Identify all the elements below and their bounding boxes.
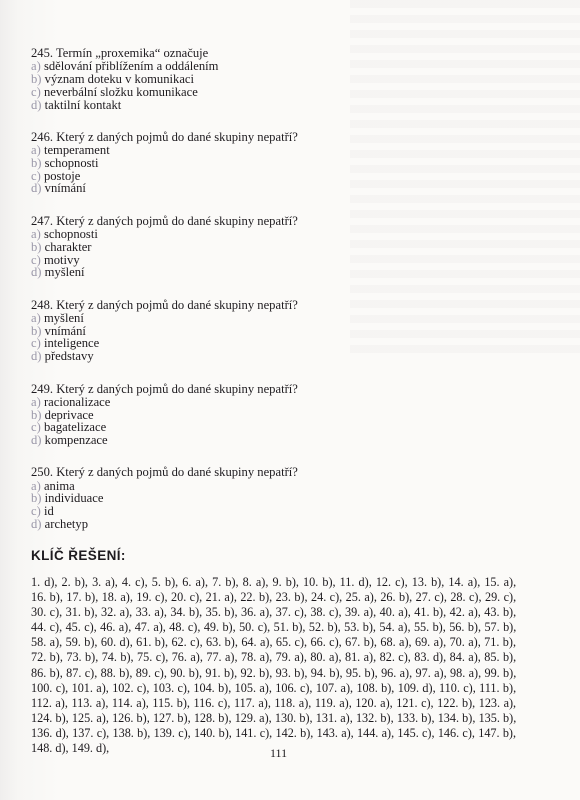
answer-key-entry: 112. a) (31, 695, 65, 710)
answer-option (31, 99, 431, 112)
option-list (31, 312, 431, 363)
answer-option (31, 312, 431, 325)
answer-key-entry: 36. a) (241, 605, 270, 620)
answer-key-entry: 41. b) (414, 605, 444, 620)
option-letter: b) (31, 239, 42, 254)
answer-key-entry: 9. b) (272, 575, 296, 589)
answer-key-entry: 21. a) (205, 590, 234, 605)
answer-key-entry: 17. b) (66, 590, 96, 605)
option-text: schopnosti (43, 226, 98, 241)
answer-key-entry: 29. c) (484, 590, 514, 605)
answer-key-entry: 5. b) (151, 575, 176, 589)
option-text: bagatelizace (43, 420, 107, 435)
answer-key-entry: 80. a) (310, 650, 339, 665)
answer-key-entry: 143. a) (316, 725, 351, 740)
option-text: individuace (44, 491, 104, 506)
answer-key-entry: 31. b) (65, 605, 95, 620)
answer-option (31, 505, 431, 518)
answer-key-entry: 147. b) (478, 725, 513, 740)
answer-key-entry: 48. c) (169, 620, 198, 635)
answer-option (31, 170, 431, 183)
question-stem: 248. Který z daných pojmů do dané skupiny nepatří? (31, 297, 298, 312)
answer-key-entry: 24. c) (311, 590, 340, 605)
answer-key-entry: 113. a) (71, 695, 106, 710)
answer-key-entry: 7. b) (212, 575, 236, 589)
answer-key-entry: 149. d) (71, 741, 107, 756)
answer-key-entry: 124. b) (31, 710, 66, 725)
answer-key-entry: 60. d) (100, 635, 130, 650)
answer-key-entry: 89. c) (135, 665, 164, 680)
answer-key-entry: 66. c) (310, 635, 339, 650)
answer-key-entry: 111. b) (479, 680, 514, 695)
answer-key-entry: 18. a) (101, 590, 130, 605)
answer-key-entry: 16. b) (31, 590, 60, 605)
answer-key-entry: 65. c) (275, 635, 305, 650)
answer-key-entry: 90. b) (170, 665, 199, 680)
option-text: představy (44, 349, 94, 364)
answer-key-body: 1. d), 2. b), 3. a), 4. c), 5. b), 6. a), 7. b), 8. a), 9. b), 10. b), 11. d), 12. c), 13. b), 14. a), 15. a), 16. b), 17. b), 18. a), 19. c), 20. c), 21. a), 22. b), 23. b), 24. c), 25. a), 26. b), 27. c), 28. c), 29. c), 30. c), 31. b), 32. a), 33. a), 34. b), 35. b), 36. a), 37. c), 38. c), 39. a), 40. a), 41. b), 42. a), 43. b), 44. c), 45. c), 46. a), 47. a), 48. c), 49. b), 50. c), 51. b), 52. b), 53. b), 54. a), 55. b), 56. b), 57. b), 58. a), 59. b), 60. d), 61. b), 62. c), 63. b), 64. a), 65. c), 66. c), 67. b), 68. a), 69. a), 70. a), 71. b), 72. b), 73. b), 74. b), 75. c), 76. a), 77. a), 78. a), 79. a), 80. a), 81. a), 82. c), 83. d), 84. a), 85. b), 86. b), 87. c), 88. b), 89. c), 90. b), 91. b), 92. b), 93. b), 94. b), 95. b), 96. a), 97. a), 98. a), 99. b), 100. c), 101. a), 102. c), 103. c), 104. b), 105. a), 106. c), 107. a), 108. b), 109. d), 110. c), 111. b), 112. a), 113. a), 114. a), 115. b), 116. c), 117. a), 118. a), 119. a), 120. a), 121. c), 122. b), 123. a), 124. b), 125. a), 126. b), 127. b), 128. b), 129. a), 130. b), 131. a), 132. b), 133. b), 134. b), 135. b), 136. d), 137. c), 138. b), 139. c), 140. b), 141. c), 142. b), 143. a), 144. a), 145. c), 146. c), 147. b), 148. d), 149. d), (31, 575, 517, 756)
option-letter: c) (31, 168, 41, 183)
answer-key-entry: 97. a) (415, 665, 444, 680)
answer-key-entry: 69. a) (414, 635, 444, 650)
option-letter: d) (31, 349, 42, 364)
answer-key-entry: 64. a) (241, 635, 270, 650)
answer-key-entry: 32. a) (101, 605, 130, 620)
answer-key-entry: 83. d) (414, 650, 444, 665)
answer-key-entry: 40. a) (379, 605, 408, 620)
answer-key-entry: 82. c) (379, 650, 408, 665)
question-block (31, 130, 431, 195)
answer-key-entry: 106. c) (275, 680, 310, 695)
answer-key-entry: 59. b) (65, 635, 95, 650)
answer-key-entry: 105. a) (234, 680, 269, 695)
answer-key-entry: 116. c) (193, 695, 228, 710)
answer-option (31, 241, 431, 254)
answer-key-entry: 107. a) (315, 680, 351, 695)
answer-key-entry: 47. a) (134, 620, 163, 635)
option-letter: d) (31, 181, 42, 196)
answer-key-entry: 121. c) (396, 695, 431, 710)
answer-key-entry: 70. a) (449, 635, 478, 650)
option-text: vnímání (44, 323, 86, 338)
option-text: racionalizace (43, 394, 111, 409)
question-block (31, 465, 431, 530)
answer-key-entry: 78. a) (241, 650, 270, 665)
answer-key-entry: 85. b) (484, 650, 514, 665)
question-stem: 250. Který z daných pojmů do dané skupiny nepatří? (31, 465, 298, 480)
answer-key-entry: 120. a) (355, 695, 390, 710)
answer-key-entry: 23. b) (275, 590, 305, 605)
answer-key-entry: 132. b) (355, 710, 391, 725)
answer-key-entry: 127. b) (152, 710, 188, 725)
answer-key-entry: 102. c) (112, 680, 147, 695)
option-text: motivy (43, 252, 80, 267)
answer-key-entry: 117. a) (233, 695, 268, 710)
option-letter: a) (31, 59, 41, 74)
answer-key-entry: 108. b) (356, 680, 392, 695)
option-letter: c) (31, 252, 41, 267)
answer-key-entry: 125. a) (71, 710, 106, 725)
answer-key-entry: 104. b) (193, 680, 229, 695)
question-block (31, 382, 431, 447)
answer-key-entry: 10. b) (303, 575, 333, 589)
answer-key-entry: 3. a) (92, 575, 115, 589)
answer-key-entry: 100. c) (31, 680, 66, 695)
answer-key-entry: 55. b) (413, 620, 443, 635)
page-number: 111 (270, 746, 288, 760)
answer-key-entry: 4. c) (121, 575, 145, 589)
answer-key-entry: 131. a) (315, 710, 350, 725)
option-letter: b) (31, 407, 42, 422)
answer-key-entry: 86. b) (31, 665, 60, 680)
answer-key-entry: 27. c) (415, 590, 444, 605)
answer-key-entry: 84. a) (449, 650, 478, 665)
answer-key-entry: 44. c) (31, 620, 60, 635)
answer-key-entry: 72. b) (31, 650, 60, 665)
option-letter: d) (31, 517, 42, 532)
answer-key-entry: 11. d) (339, 575, 369, 589)
option-list (31, 480, 431, 531)
answer-key-entry: 20. c) (171, 590, 200, 605)
answer-key-entry: 103. c) (152, 680, 187, 695)
answer-option (31, 157, 431, 170)
option-text: taktilní kontakt (44, 97, 122, 112)
answer-key-entry: 140. b) (194, 725, 229, 740)
option-text: sdělování přiblížením a oddálením (43, 59, 219, 74)
option-text: deprivace (44, 407, 94, 422)
option-letter: d) (31, 265, 42, 280)
answer-key-entry: 34. b) (170, 605, 200, 620)
option-list (31, 144, 431, 195)
answer-key-entry: 128. b) (193, 710, 229, 725)
answer-key-entry: 148. d) (31, 741, 66, 756)
question-block (31, 298, 431, 363)
answer-key-entry: 54. a) (379, 620, 408, 635)
answer-key-entry: 98. a) (450, 665, 479, 680)
answer-key-entry: 26. b) (380, 590, 410, 605)
option-text: myšlení (44, 265, 85, 280)
answer-key-entry: 30. c) (31, 605, 60, 620)
answer-key-entry: 62. c) (171, 635, 200, 650)
answer-key-entry: 71. b) (484, 635, 513, 650)
answer-key-entry: 2. b) (61, 575, 85, 589)
answer-key-entry: 87. c) (66, 665, 95, 680)
answer-key-entry: 33. a) (135, 605, 164, 620)
option-list (31, 396, 431, 447)
answer-key-entry: 99. b) (484, 665, 514, 680)
answer-key-entry: 39. a) (344, 605, 374, 620)
answer-key-entry: 1. d) (31, 575, 55, 589)
option-text: myšlení (43, 310, 84, 325)
answer-option (31, 492, 431, 505)
answer-key-entry: 115. b) (152, 695, 187, 710)
option-letter: a) (31, 226, 41, 241)
answer-key-entry: 91. b) (205, 665, 235, 680)
answer-key-entry: 53. b) (344, 620, 373, 635)
option-letter: d) (31, 97, 42, 112)
answer-key-entry: 25. a) (345, 590, 374, 605)
option-text: význam doteku v komunikaci (44, 72, 194, 86)
option-text: neverbální složku komunikace (43, 84, 198, 99)
answer-key-entry: 50. c) (239, 620, 268, 635)
question-stem: 247. Který z daných pojmů do dané skupiny nepatří? (31, 213, 298, 228)
answer-option (31, 182, 431, 195)
answer-key-entry: 56. b) (449, 620, 478, 635)
answer-key-entry: 142. b) (275, 725, 311, 740)
answer-key-entry: 57. b) (484, 620, 514, 635)
option-letter: b) (31, 72, 42, 86)
answer-key-entry: 67. b) (345, 635, 374, 650)
option-letter: a) (31, 394, 41, 409)
option-letter: c) (31, 84, 41, 99)
option-letter: c) (31, 504, 41, 519)
answer-key-heading: KLÍČ ŘEŠENÍ: (31, 548, 126, 563)
answer-key-entry: 63. b) (206, 635, 235, 650)
question-block (31, 46, 431, 111)
answer-key-entry: 145. c) (397, 725, 432, 740)
answer-key-entry: 79. a) (275, 650, 304, 665)
option-text: archetyp (44, 517, 89, 532)
answer-key-entry: 42. a) (449, 605, 478, 620)
answer-key-entry: 37. c) (275, 605, 304, 620)
option-text: kompenzace (44, 433, 108, 448)
option-letter: b) (31, 323, 42, 338)
answer-key-entry: 49. b) (203, 620, 233, 635)
option-list (31, 60, 431, 111)
answer-key-entry: 134. b) (437, 710, 473, 725)
option-letter: b) (31, 491, 42, 506)
option-letter: a) (31, 478, 41, 493)
answer-key-entry: 52. b) (308, 620, 338, 635)
question-stem: 246. Který z daných pojmů do dané skupiny nepatří? (31, 129, 298, 144)
answer-key-entry: 123. a) (478, 695, 514, 710)
answer-key-entry: 8. a) (242, 575, 266, 589)
option-text: temperament (43, 143, 110, 158)
answer-key-entry: 51. b) (273, 620, 303, 635)
answer-key-entry: 13. b) (411, 575, 442, 589)
answer-key-entry: 144. a) (357, 725, 392, 740)
option-text: id (43, 504, 54, 519)
answer-key-entry: 19. c) (136, 590, 165, 605)
question-block (31, 214, 431, 279)
question-list (31, 46, 431, 549)
answer-key-entry: 35. b) (205, 605, 235, 620)
answer-key-entry: 38. c) (310, 605, 339, 620)
option-letter: a) (31, 310, 41, 325)
option-text: vnímání (44, 181, 86, 196)
question-stem: 249. Který z daných pojmů do dané skupiny nepatří? (31, 381, 298, 396)
answer-key-entry: 146. c) (437, 725, 472, 740)
answer-key-entry: 6. a) (182, 575, 205, 589)
answer-key-entry: 135. b) (478, 710, 514, 725)
answer-key-entry: 43. b) (484, 605, 514, 620)
answer-key-entry: 46. a) (100, 620, 129, 635)
answer-key-entry: 126. b) (112, 710, 147, 725)
answer-key-entry: 22. b) (240, 590, 270, 605)
answer-option (31, 518, 431, 531)
option-letter: c) (31, 336, 41, 351)
answer-key-entry: 94. b) (310, 665, 340, 680)
option-letter: b) (31, 155, 42, 170)
answer-key-entry: 81. a) (344, 650, 374, 665)
answer-key-entry: 68. a) (380, 635, 409, 650)
answer-key-entry: 61. b) (136, 635, 165, 650)
answer-key-entry: 76. a) (171, 650, 200, 665)
option-letter: a) (31, 143, 41, 158)
question-stem: 245. Termín „proxemika“ označuje (31, 46, 209, 60)
answer-key-entry: 136. d) (31, 725, 66, 740)
option-letter: c) (31, 420, 41, 435)
answer-key-entry: 12. c) (375, 575, 405, 589)
answer-key-entry: 77. a) (206, 650, 235, 665)
option-text: inteligence (43, 336, 100, 351)
answer-key-entry: 75. c) (137, 650, 166, 665)
answer-option (31, 254, 431, 267)
answer-key-entry: 88. b) (100, 665, 130, 680)
answer-key-entry: 14. a) (448, 575, 478, 589)
option-text: schopnosti (44, 155, 99, 170)
option-letter: d) (31, 433, 42, 448)
answer-key-entry: 138. b) (112, 725, 148, 740)
answer-key-entry: 73. b) (66, 650, 96, 665)
answer-key-entry: 92. b) (240, 665, 270, 680)
answer-key-entry: 15. a) (484, 575, 514, 589)
answer-key-entry: 95. b) (345, 665, 375, 680)
answer-key-entry: 122. b) (437, 695, 473, 710)
answer-option (31, 266, 431, 279)
option-text: charakter (44, 239, 92, 254)
option-text: anima (43, 478, 75, 493)
answer-key-entry: 130. b) (274, 710, 310, 725)
answer-key-entry: 114. a) (111, 695, 146, 710)
answer-key-entry: 58. a) (31, 635, 60, 650)
answer-key-entry: 110. c) (439, 680, 473, 695)
answer-key-entry: 141. c) (235, 725, 270, 740)
answer-option (31, 434, 431, 447)
option-list (31, 228, 431, 279)
answer-key-entry: 129. a) (234, 710, 269, 725)
answer-key-entry: 101. a) (71, 680, 106, 695)
answer-key-entry: 118. a) (274, 695, 309, 710)
answer-key-entry: 139. c) (153, 725, 188, 740)
answer-key-entry: 74. b) (101, 650, 131, 665)
answer-key-entry: 109. d) (397, 680, 433, 695)
answer-key-entry: 96. a) (381, 665, 410, 680)
answer-key-entry: 137. c) (72, 725, 107, 740)
answer-option (31, 350, 431, 363)
answer-key-entry: 133. b) (396, 710, 432, 725)
answer-key-entry: 45. c) (65, 620, 94, 635)
answer-key-entry: 28. c) (450, 590, 479, 605)
option-text: postoje (43, 168, 81, 183)
answer-key-entry: 119. a) (314, 695, 349, 710)
answer-key-entry: 93. b) (275, 665, 305, 680)
